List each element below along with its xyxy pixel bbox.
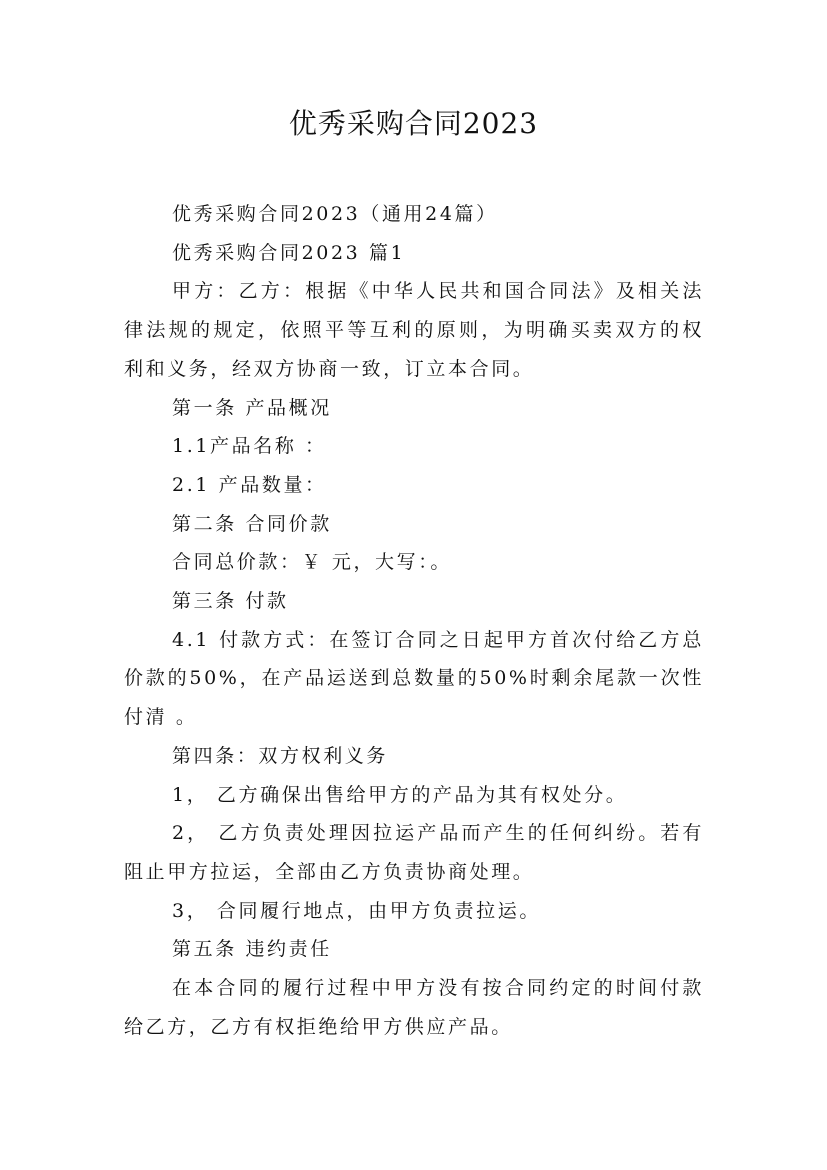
- article-5-heading: 第五条 违约责任: [172, 938, 332, 961]
- clause-rights-3: 3， 合同履行地点，由甲方负责拉运。: [172, 899, 541, 922]
- clause-breach: 在本合同的履行过程中甲方没有按合同约定的时间付款给乙方，乙方有权拒绝给甲方供应产品。: [124, 977, 704, 1038]
- clause-product-quantity: 2.1 产品数量：: [172, 473, 327, 496]
- article-3-heading: 第三条 付款: [172, 590, 289, 613]
- article-4-heading: 第四条：双方权利义务: [172, 744, 389, 767]
- paragraph-section-heading: 优秀采购合同2023 篇1: [172, 241, 406, 264]
- article-2-heading: 第二条 合同价款: [172, 512, 332, 535]
- article-1-heading: 第一条 产品概况: [172, 396, 332, 419]
- paragraph-subtitle: 优秀采购合同2023（通用24篇）: [172, 203, 498, 225]
- clause-payment-method: 4.1 付款方式：在签订合同之日起甲方首次付给乙方总价款的50%，在产品运送到总数量的50%时剩余尾款一次性付清 。: [124, 628, 704, 729]
- document-title: 优秀采购合同2023: [288, 107, 539, 140]
- clause-product-name: 1.1产品名称 ：: [172, 435, 327, 458]
- clause-total-price: 合同总价款：￥ 元，大写：。: [172, 551, 452, 574]
- paragraph-preamble: 甲方：乙方：根据《中华人民共和国合同法》及相关法律法规的规定，依照平等互利的原则，为明确买卖双方的权利和义务，经双方协商一致，订立本合同。: [124, 280, 704, 380]
- clause-rights-2: 2， 乙方负责处理因拉运产品而产生的任何纠纷。若有阻止甲方拉运，全部由乙方负责协商处理。: [124, 822, 704, 883]
- clause-rights-1: 1， 乙方确保出售给甲方的产品为其有权处分。: [172, 783, 628, 806]
- document-body: [124, 195, 704, 1046]
